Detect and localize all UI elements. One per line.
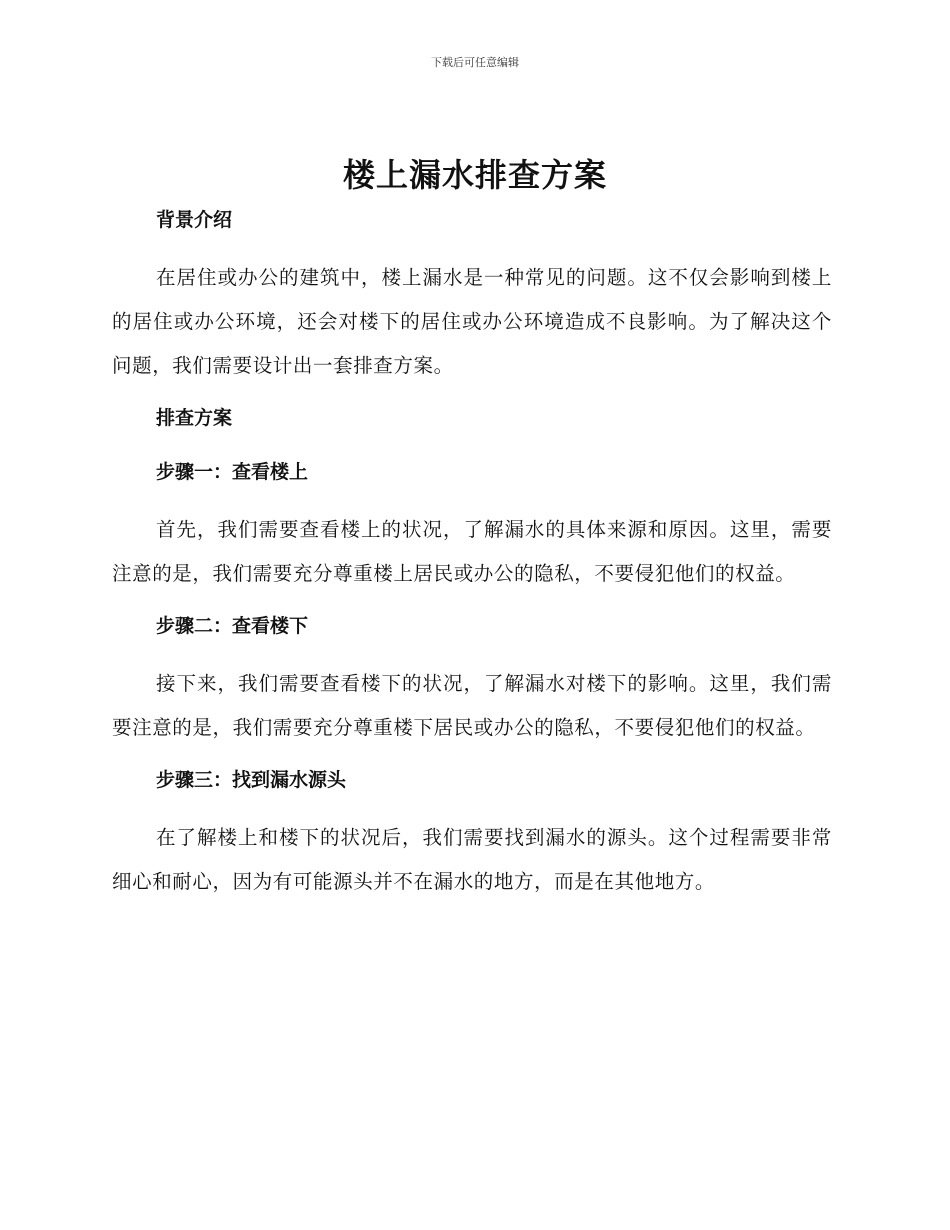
section-heading-step-one: 步骤一：查看楼上 [156,461,309,483]
section-paragraph-step-three: 在了解楼上和楼下的状况后，我们需要找到漏水的源头。这个过程需要非常细心和耐心，因为有可能源头并不在漏水的地方，而是在其他地方。 [112,826,832,893]
section-paragraph-background: 在居住或办公的建筑中，楼上漏水是一种常见的问题。这不仅会影响到楼上的居住或办公环境，还会对楼下的居住或办公环境造成不良影响。为了解决这个问题，我们需要设计出一套排查方案。 [112,266,832,377]
section-paragraph-step-one: 首先，我们需要查看楼上的状况，了解漏水的具体来源和原因。这里，需要注意的是，我们需要充分尊重楼上居民或办公的隐私，不要侵犯他们的权益。 [112,518,832,585]
section-heading-plan: 排查方案 [156,407,233,429]
document-title: 楼上漏水排查方案 [342,156,607,194]
section-heading-step-two: 步骤二：查看楼下 [156,615,309,637]
section-paragraph-step-two: 接下来，我们需要查看楼下的状况，了解漏水对楼下的影响。这里，我们需要注意的是，我们需要充分尊重楼下居民或办公的隐私，不要侵犯他们的权益。 [112,672,832,739]
header-note: 下载后可任意编辑 [431,56,519,69]
section-heading-step-three: 步骤三：找到漏水源头 [156,769,347,791]
section-heading-background: 背景介绍 [156,209,233,231]
document-body [112,202,832,916]
